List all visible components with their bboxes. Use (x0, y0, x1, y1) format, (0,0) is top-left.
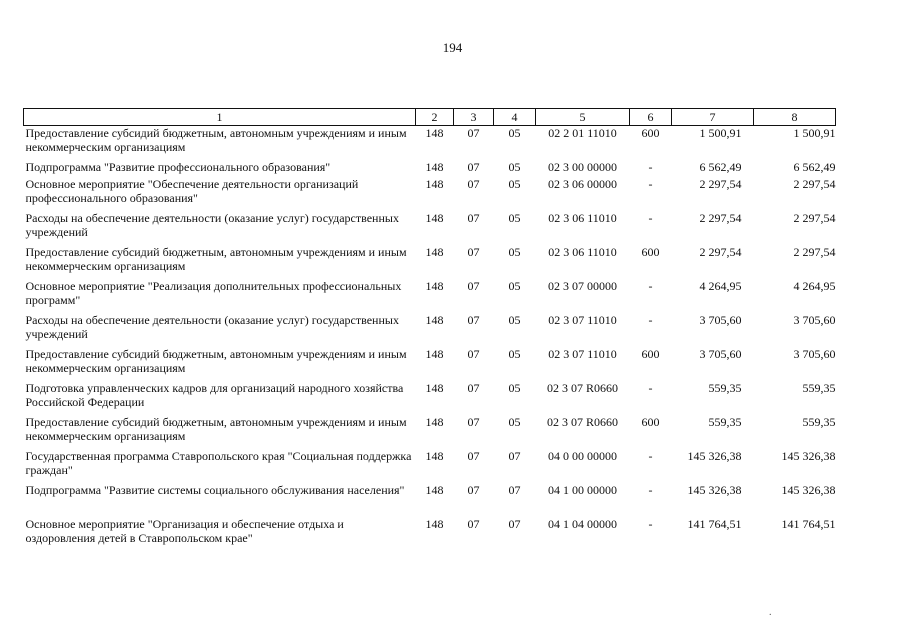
row-name: Предоставление субсидий бюджетным, автономным учреждениям и иным некоммерческим организациям (25, 244, 407, 273)
row-amount-8: 559,35 (802, 380, 836, 395)
row-amount-7: 4 264,95 (699, 278, 742, 293)
row-name: Предоставление субсидий бюджетным, автономным учреждениям и иным некоммерческим организациям (25, 346, 407, 375)
table-row (24, 177, 836, 211)
row-ministry-code: 148 (425, 278, 444, 293)
row-section-code: 07 (467, 126, 480, 140)
table-row (24, 347, 836, 381)
row-expense-type: - (648, 482, 653, 497)
row-ministry-code: 148 (425, 414, 444, 429)
header-col-5: 5 (536, 109, 630, 126)
row-subsection-code: 05 (508, 126, 521, 140)
table-header (24, 109, 836, 126)
row-target-code: 02 3 00 00000 (548, 159, 617, 174)
row-amount-8: 6 562,49 (793, 159, 836, 174)
row-target-code: 02 2 01 11010 (548, 126, 617, 140)
row-subsection-code: 05 (508, 414, 521, 429)
row-amount-8: 2 297,54 (793, 244, 836, 259)
row-expense-type: - (648, 278, 653, 293)
row-expense-type: 600 (641, 126, 660, 140)
table-row (24, 126, 836, 160)
row-amount-7: 6 562,49 (699, 159, 742, 174)
row-section-code: 07 (467, 176, 480, 191)
table-row (24, 415, 836, 449)
row-amount-7: 559,35 (708, 414, 742, 429)
row-subsection-code: 07 (508, 448, 521, 463)
row-section-code: 07 (467, 448, 480, 463)
row-amount-7: 2 297,54 (699, 210, 742, 225)
row-expense-type: - (648, 176, 653, 191)
header-row (24, 109, 836, 126)
row-name: Основное мероприятие "Организация и обеспечение отдыха и оздоровления детей в Ставропольском крае" (25, 516, 344, 545)
row-amount-7: 2 297,54 (699, 244, 742, 259)
table-row (24, 313, 836, 347)
row-name: Подпрограмма "Развитие профессионального образования" (25, 159, 331, 174)
row-amount-8: 3 705,60 (793, 312, 836, 327)
row-section-code: 07 (467, 516, 480, 531)
row-amount-8: 2 297,54 (793, 176, 836, 191)
row-target-code: 02 3 07 R0660 (546, 380, 618, 395)
row-ministry-code: 148 (425, 312, 444, 327)
row-amount-7: 3 705,60 (699, 312, 742, 327)
row-amount-7: 145 326,38 (687, 482, 742, 497)
row-section-code: 07 (467, 414, 480, 429)
row-name: Государственная программа Ставропольского края "Социальная поддержка граждан" (25, 448, 412, 477)
row-expense-type: - (648, 312, 653, 327)
row-expense-type: 600 (641, 414, 660, 429)
row-name: Основное мероприятие "Реализация дополнительных профессиональных программ" (25, 278, 402, 307)
header-col-6: 6 (630, 109, 672, 126)
row-target-code: 02 3 06 11010 (548, 210, 617, 225)
row-amount-8: 559,35 (802, 414, 836, 429)
row-section-code: 07 (467, 482, 480, 497)
row-name: Основное мероприятие "Обеспечение деятельности организаций профессионального образования" (25, 176, 359, 205)
row-ministry-code: 148 (425, 159, 444, 174)
budget-table (23, 108, 836, 551)
row-ministry-code: 148 (425, 482, 444, 497)
row-expense-type: 600 (641, 346, 660, 361)
row-subsection-code: 05 (508, 312, 521, 327)
row-section-code: 07 (467, 244, 480, 259)
row-expense-type: - (648, 159, 653, 174)
row-subsection-code: 05 (508, 176, 521, 191)
row-amount-7: 1 500,91 (699, 126, 742, 140)
row-amount-7: 145 326,38 (687, 448, 742, 463)
table-row (24, 517, 836, 551)
row-amount-7: 3 705,60 (699, 346, 742, 361)
row-name: Подпрограмма "Развитие системы социального обслуживания населения" (25, 482, 405, 497)
scan-speck: . (769, 607, 772, 618)
row-subsection-code: 05 (508, 244, 521, 259)
row-ministry-code: 148 (425, 380, 444, 395)
header-col-4: 4 (494, 109, 536, 126)
header-col-8: 8 (754, 109, 836, 126)
header-col-2: 2 (416, 109, 454, 126)
row-section-code: 07 (467, 278, 480, 293)
row-amount-8: 4 264,95 (793, 278, 836, 293)
row-target-code: 02 3 07 11010 (548, 346, 617, 361)
row-expense-type: - (648, 448, 653, 463)
row-subsection-code: 05 (508, 159, 521, 174)
row-section-code: 07 (467, 312, 480, 327)
row-target-code: 04 0 00 00000 (548, 448, 617, 463)
row-expense-type: - (648, 210, 653, 225)
row-section-code: 07 (467, 210, 480, 225)
row-ministry-code: 148 (425, 448, 444, 463)
row-target-code: 02 3 07 R0660 (546, 414, 618, 429)
row-amount-7: 559,35 (708, 380, 742, 395)
row-amount-8: 2 297,54 (793, 210, 836, 225)
row-target-code: 02 3 06 00000 (548, 176, 617, 191)
row-ministry-code: 148 (425, 244, 444, 259)
row-name: Расходы на обеспечение деятельности (оказание услуг) государственных учреждений (25, 312, 399, 341)
row-ministry-code: 148 (425, 176, 444, 191)
table-body (24, 126, 836, 551)
row-subsection-code: 05 (508, 278, 521, 293)
table-row (24, 279, 836, 313)
row-expense-type: - (648, 380, 653, 395)
row-amount-8: 3 705,60 (793, 346, 836, 361)
row-amount-7: 141 764,51 (687, 516, 742, 531)
row-target-code: 02 3 07 11010 (548, 312, 617, 327)
row-ministry-code: 148 (425, 210, 444, 225)
table-row (24, 449, 836, 483)
row-target-code: 02 3 06 11010 (548, 244, 617, 259)
row-amount-8: 145 326,38 (781, 482, 836, 497)
row-target-code: 04 1 04 00000 (548, 516, 617, 531)
row-amount-8: 1 500,91 (793, 126, 836, 140)
row-amount-7: 2 297,54 (699, 176, 742, 191)
row-subsection-code: 05 (508, 380, 521, 395)
row-section-code: 07 (467, 159, 480, 174)
header-col-3: 3 (454, 109, 494, 126)
row-name: Предоставление субсидий бюджетным, автономным учреждениям и иным некоммерческим организациям (25, 414, 407, 443)
table-row (24, 211, 836, 245)
table-row (24, 245, 836, 279)
row-ministry-code: 148 (425, 346, 444, 361)
row-ministry-code: 148 (425, 516, 444, 531)
row-target-code: 04 1 00 00000 (548, 482, 617, 497)
row-amount-8: 141 764,51 (781, 516, 836, 531)
row-name: Предоставление субсидий бюджетным, автономным учреждениям и иным некоммерческим организациям (25, 126, 407, 154)
row-expense-type: 600 (641, 244, 660, 259)
table-row (24, 381, 836, 415)
page-number: 194 (442, 40, 463, 55)
header-col-1: 1 (24, 109, 416, 126)
header-col-7: 7 (672, 109, 754, 126)
row-amount-8: 145 326,38 (781, 448, 836, 463)
table-row (24, 160, 836, 177)
row-section-code: 07 (467, 380, 480, 395)
table-row (24, 483, 836, 517)
row-name: Расходы на обеспечение деятельности (оказание услуг) государственных учреждений (25, 210, 399, 239)
row-subsection-code: 05 (508, 210, 521, 225)
row-subsection-code: 07 (508, 516, 521, 531)
row-name: Подготовка управленческих кадров для организаций народного хозяйства Российской Федерации (25, 380, 404, 409)
row-subsection-code: 07 (508, 482, 521, 497)
row-ministry-code: 148 (425, 126, 444, 140)
row-section-code: 07 (467, 346, 480, 361)
row-subsection-code: 05 (508, 346, 521, 361)
row-target-code: 02 3 07 00000 (548, 278, 617, 293)
row-expense-type: - (648, 516, 653, 531)
